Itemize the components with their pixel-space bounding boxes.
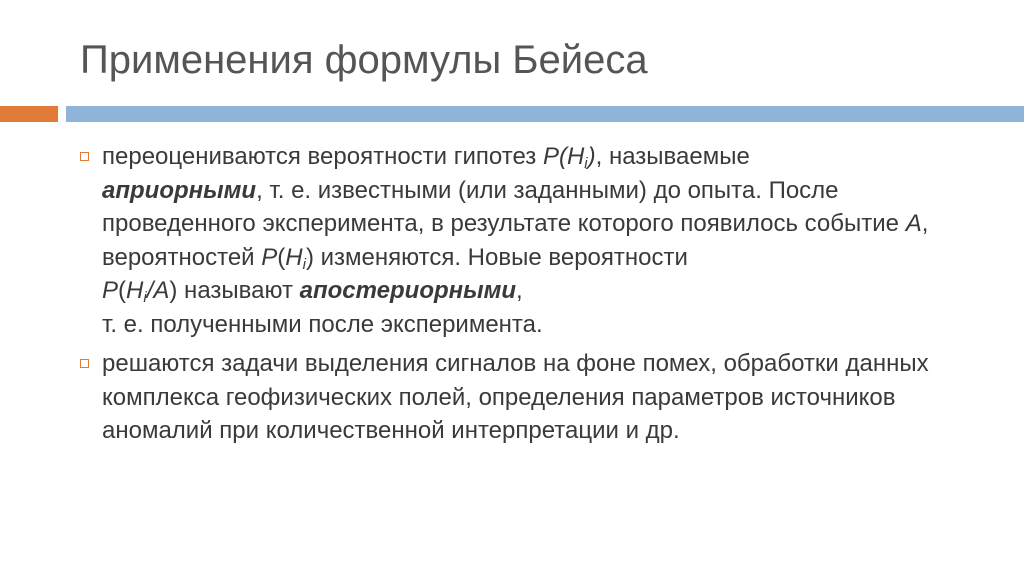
text-run: , (516, 277, 523, 304)
list-item (80, 347, 980, 448)
text-run: , т. е. известными (или заданными) до опыта. После проведенного эксперимента, в результате которого появилось событие (102, 176, 906, 237)
list-item-text: решаются задачи выделения сигналов на фоне помех, обработки данных комплекса геофизических полей, определения параметров источников аномалий при количественной интерпретации и др. (102, 350, 929, 444)
list-item (80, 140, 980, 341)
slide-title: Применения формулы Бейеса (80, 38, 648, 82)
text-run: т. е. полученными после эксперимента. (102, 310, 543, 338)
term-apriori: априорными (102, 176, 257, 204)
slide-content (80, 140, 980, 454)
title-accent-bar (0, 106, 58, 122)
title-underline-bar (66, 106, 1024, 122)
text-run: , называемые (595, 143, 750, 170)
square-bullet-icon (80, 152, 89, 161)
formula-p-hi-a: $P(H_i/A)$ (102, 277, 178, 306)
text-run: называют (177, 277, 300, 304)
event-a: A (905, 210, 922, 237)
formula-p-hi: $P(H_i)$ (542, 143, 596, 172)
formula-p-hi-2: $P(H_i)$ (261, 243, 314, 273)
text-run: переоцениваются вероятности гипотез (102, 143, 543, 170)
square-bullet-icon (80, 359, 89, 368)
term-aposteriori: апостериорными (299, 277, 517, 304)
text-run: изменяются. Новые вероятности (313, 243, 688, 271)
text-run: , вероятностей (102, 210, 929, 271)
